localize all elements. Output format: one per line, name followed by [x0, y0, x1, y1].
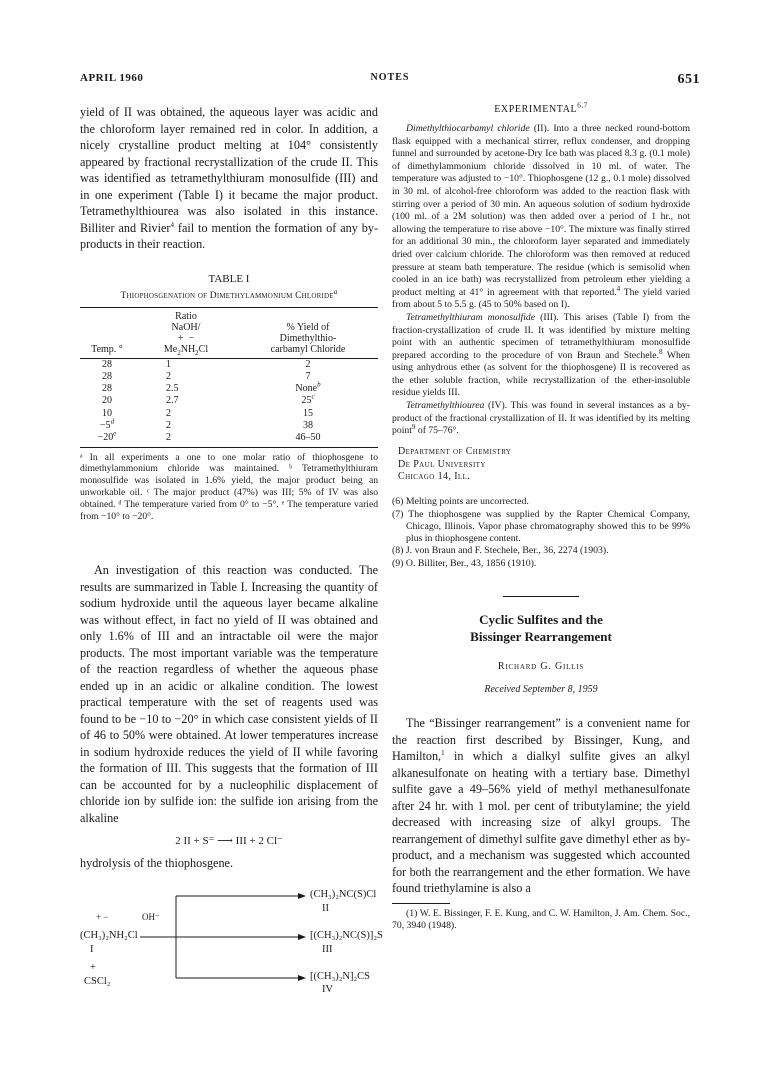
reactant1: (CH₃)₂NH₂Cl [80, 929, 138, 941]
product1-label: II [322, 902, 329, 914]
table-row [80, 383, 378, 395]
table-title: TABLE I [208, 272, 250, 285]
table-cell: 2.5 [166, 383, 179, 395]
reference-6: (6) Melting points are uncorrected. [392, 496, 529, 508]
table-cell: $-20^e$ [80, 432, 134, 447]
references [392, 496, 690, 570]
table-cell: 2.7 [166, 395, 179, 407]
paragraph-1: yield of II was obtained, the aqueous layer was acidic and the chloroform layer remained red in color. In addition, a nicely crystalline product melting at 104° consistently appeared by fractional recrystallization of the crude II. This was identified as tetramethylthiuram monosulfide (III) and in one experiment (Table I) it became the major product. Tetramethylthiourea was also isolated in this instance. Billiter and Rivier$^4$ fail to mention the formation of any by-products in their reaction. [80, 105, 378, 251]
equation: 2 II + S⁼ ⟶ III + 2 Cl⁻ [175, 835, 283, 848]
table-cell: 38 [303, 419, 313, 431]
experimental-heading: EXPERIMENTAL$^{6,7}$ [494, 101, 588, 115]
table-cell: 10 [102, 407, 112, 419]
reactant2: CSCl₂ [84, 975, 111, 987]
table-cell: 25$^c$ [301, 393, 315, 407]
article-body: The “Bissinger rearrangement” is a convenient name for the reaction first described by Bissinger, Kung, and Hamilton,$^1$ in which a dialkyl sulfite gives an alkyl alkanesulfonate on heating with a tertiary base. Dimethyl sulfite gave a 49–56% yield of methyl methanesulfonate after 24 hr. with 1 mol. per cent of tributylamine; the yield decreased with increasing size of alkyl groups. The rearrangement of dimethyl sulfite gave dimethyl ether as by-product, and a mechanism was suggested which accounted for both the rearrangement and the ether formation. We have found triethylamine is also a [392, 716, 690, 896]
table-cell: 1 [166, 358, 171, 370]
table-cell: 28 [102, 370, 112, 382]
received-date: Received September 8, 1959 [484, 684, 598, 696]
reactant1-label: I [90, 943, 94, 955]
left-column [80, 104, 383, 995]
table-subtitle: Thiophosgenation of Dimethylammonium Chloride$^a$ [120, 287, 338, 301]
reaction-scheme [80, 880, 383, 995]
table-header-temp: Temp. ° [80, 307, 134, 358]
article-footnote: (1) W. E. Bissinger, F. E. Kung, and C. W. Hamilton, J. Am. Chem. Soc., 70, 3940 (1948). [392, 907, 690, 932]
table-body [80, 358, 378, 447]
table-cell: 2 [305, 358, 311, 370]
plus-sign: + [90, 961, 96, 973]
table-cell: 15 [303, 407, 313, 419]
table-cell: 7 [305, 370, 311, 382]
paragraph-2: An investigation of this reaction was conducted. The results are summarized in Table I. Increasing the quantity of sodium hydroxide until the aqueous layer became alkaline was without effect, in fact no yield of II was obtained and only 1.6% of III and an intractable oil were the major products. The most important variable was the temperature of the reaction regardless of whether the aqueous phase ended up in an acidic or alkaline condition. The lowest practical temperature with the set of reagents used was found to be −10 to −20° in which case consistent yields of II of 46 to 50% were obtained. At lower temperatures increase in sodium hydroxide reduces the yield of II while favoring the formation of III. This suggests that the formation of III can be accounted for by a nucleophilic displacement of chloride ion by sulfide ion: the sulfide ion arising from the alkaline [80, 563, 378, 825]
table-row [80, 371, 378, 383]
header-section: NOTES [370, 72, 410, 83]
reactant1-charge: + − [96, 911, 109, 922]
address-line-2: De Paul University [398, 458, 486, 470]
page-number: 651 [677, 72, 700, 87]
table-row [80, 420, 378, 432]
table-cell: 28 [102, 358, 112, 370]
reagent-hydroxide: OH⁻ [142, 911, 160, 922]
footnote-rule [392, 903, 450, 904]
article-author: Richard G. Gillis [497, 661, 585, 673]
address-line-3: Chicago 14, Ill. [398, 471, 471, 483]
right-column [392, 101, 691, 933]
product2-label: III [322, 943, 333, 955]
paragraph-3: hydrolysis of the thiophosgene. [80, 856, 234, 871]
header-date: APRIL 1960 [80, 72, 144, 84]
experimental-paragraph-2: Tetramethylthiuram monosulfide (III). This arises (Table I) from the fraction-crystallization of crude II. It was identified by mixture melting point with an authentic specimen of tetramethylthiuram monosulfide prepared according to the procedure of von Braun and Stechele.$^8$ When using anhydrous ether (as solvent for the thiophosgene) II is recovered as the ether soluble fraction, while recrystallization of the ether-insoluble residue yields III. [392, 311, 690, 399]
table-cell: 46–50 [238, 432, 378, 447]
article-title: Cyclic Sulfites and the Bissinger Rearrangement [470, 612, 612, 645]
table-cell: 2 [166, 370, 171, 382]
table-row [80, 358, 378, 371]
table-row [80, 408, 378, 420]
experimental-paragraph-3: Tetramethylthiourea (IV). This was found in several instances as a by-product of the fractional crystallization of II. It was identified by its melting point$^9$ of 75–76°. [392, 400, 690, 437]
product3: [(CH₃)₂N]₂CS [310, 970, 370, 982]
table-header-row [80, 307, 378, 358]
table-cell: None$^b$ [295, 380, 321, 395]
table-cell: 2 [166, 407, 171, 419]
section-divider [503, 596, 579, 597]
table-cell: 28 [102, 383, 112, 395]
table-header-yield: % Yield of Dimethylthio- carbamyl Chloride [238, 307, 378, 358]
running-header [80, 72, 700, 92]
table-row [80, 432, 378, 447]
table-header-ratio: Ratio NaOH/ + − $Me_2NH_2Cl$ [134, 307, 238, 358]
product1: (CH₃)₂NC(S)Cl [310, 888, 377, 900]
table-cell: 2 [134, 432, 238, 447]
reference-9: (9) O. Billiter, Ber., 43, 1856 (1910). [392, 557, 537, 569]
reference-7: (7) The thiophosgene was supplied by the Rapter Chemical Company, Chicago, Illinois. Vapor phase chromatography showed this to be 99% plus in thiophosgene content. [392, 508, 690, 545]
table-cell: 2 [166, 419, 171, 431]
table-1 [80, 307, 378, 448]
address-line-1: Department of Chemistry [398, 445, 512, 457]
table-row [80, 395, 378, 407]
table-footnotes: ᵃ In all experiments a one to one molar ratio of thiophosgene to dimethylammonium chloride was maintained. ᵇ Tetramethylthiuram monosulfide was isolated in 1.6% yield, the major product being an unworkable oil. ᶜ The major product (47%) was III; 5% of IV was also obtained. ᵈ The temperature varied from 0° to −5°. ᵉ The temperature varied from −10° to −20°. [80, 451, 378, 522]
experimental-paragraph-1: Dimethylthiocarbamyl chloride (II). Into a three necked round-bottom flask equipped with a mechanical stirrer, reflux condenser, and dropping funnel and surrounded by acetone-Dry Ice bath was placed 8.3 g. (0.1 mole) of dimethylammonium chloride dissolved in 10 ml. of water. The temperature was adjusted to −10°. Thiophosgene (12 g., 0.1 mole) dissolved in 30 ml. of alcohol-free chloroform was added to the reaction flask with stirring over a period of 30 min. An aqueous solution of sodium hydroxide (100 ml. of a 2M solution) was then added over a period of 1 hr., not allowing the temperature to rise above −10°. The mixture was finally stirred for an additional 30 min., the chloroform layer separated and immediately dried over calcium chloride. The chloroform was then removed at reduced pressure at steam bath temperature. The residue (which is semisolid when cooled in an ice bath) was recrystallized from petroleum ether yielding a product melting at 41° in agreement with that reported.$^4$ The yield varied from about 5 to 5.5 g. (45 to 50% based on I). [392, 123, 691, 311]
product2: [(CH₃)₂NC(S)]₂S [310, 929, 383, 941]
author-address [398, 446, 690, 484]
product3-label: IV [322, 983, 334, 995]
table-cell: $-5^d$ [99, 417, 115, 431]
table-cell: 20 [102, 395, 112, 407]
reference-8: (8) J. von Braun and F. Stechele, Ber., 36, 2274 (1903). [392, 545, 609, 557]
